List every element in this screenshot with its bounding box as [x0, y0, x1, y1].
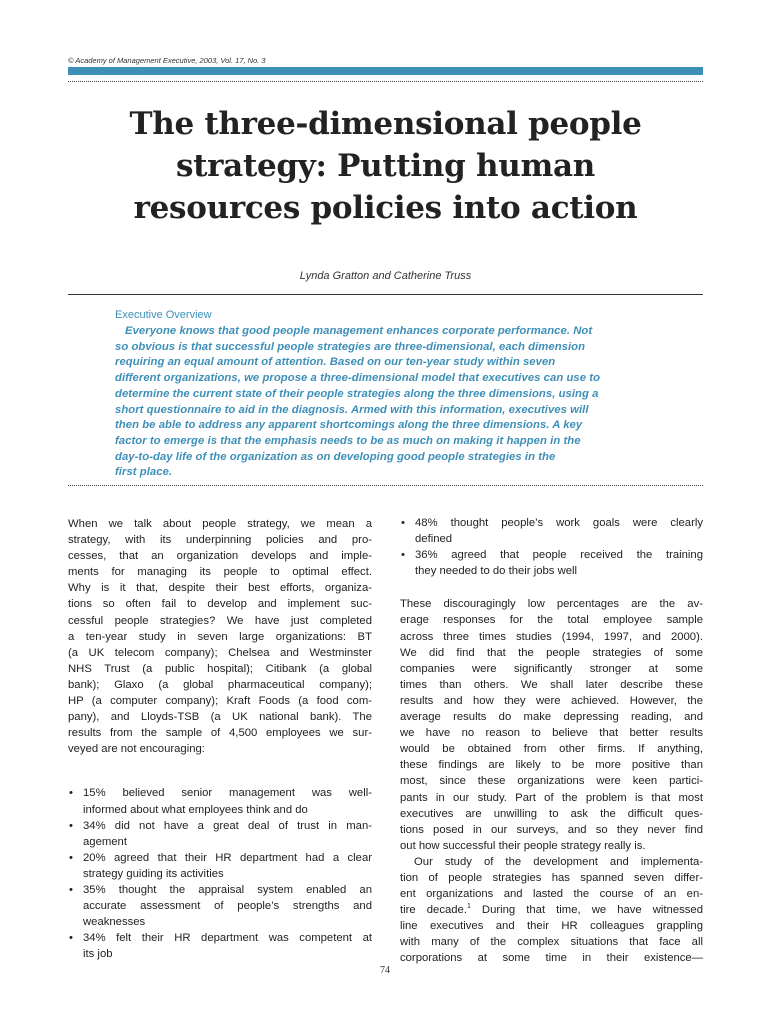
overview-line: determine the current state of their people strategies along the three dimensions, using a	[115, 387, 599, 400]
overview-line: short questionnaire to aid in the diagnosis. Armed with this information, executives will	[115, 403, 589, 416]
text-line: corporations at some time in their existence—	[400, 952, 703, 965]
text-fragment: During that time, we have witnessed	[470, 904, 703, 917]
overview-line: day-to-day life of the organization as on developing good people strategies in the	[115, 450, 556, 463]
text-line: informed about what employees think and do	[83, 803, 308, 816]
text-line: across three times studies (1994, 1997, and 2000).	[400, 630, 703, 643]
list-item	[68, 785, 372, 817]
text-line: most, since these organizations were keen partici-	[400, 775, 703, 788]
intro-paragraph	[68, 516, 372, 757]
text-line: cesses, that an organization develops and imple-	[68, 550, 372, 563]
text-line: erage responses for the total employee sample	[400, 614, 703, 627]
text-line: tions posed in our surveys, and so they never find	[400, 823, 703, 836]
text-line: strategy, with its underpinning policies and pro-	[68, 534, 372, 547]
text-fragment: tire decade.	[400, 904, 467, 917]
text-line: times than others. We shall later describe these	[400, 678, 703, 691]
text-line: companies were significantly stronger at some	[400, 662, 703, 675]
overview-label: Executive Overview	[115, 309, 212, 321]
text-line: We did find that the people strategies of some	[400, 646, 703, 659]
text-line: results from the sample of 4,500 employees we sur-	[68, 727, 372, 740]
authors: Lynda Gratton and Catherine Truss	[299, 270, 472, 282]
text-line: with many of the complex situations that face all	[400, 936, 703, 949]
text-line-with-footnote	[400, 902, 703, 918]
text-line: would be obtained from other firms. If anything,	[400, 743, 703, 756]
text-line: HP (a computer company); Kraft Foods (a food com-	[68, 695, 372, 708]
list-item	[68, 882, 372, 930]
text-line: line executives and their HR colleagues grappling	[400, 920, 703, 933]
text-line: weaknesses	[83, 916, 146, 929]
overview-text	[115, 324, 660, 481]
footnote-marker[interactable]: 1	[466, 903, 471, 911]
overview-line: requiring an equal amount of attention. Based on our ten-year study within seven	[115, 356, 556, 369]
text-line: • 48% thought people’s work goals were clearly	[415, 517, 703, 529]
overview-line: so obvious is that successful people strategies are three-dimensional, each dimension	[115, 340, 586, 353]
list-item	[68, 818, 372, 850]
text-line: they needed to do their jobs well	[415, 565, 578, 578]
text-line: strategy guiding its activities	[83, 867, 224, 880]
overview-line: then be able to address any apparent shortcomings along the three dimensions. A key	[115, 419, 583, 432]
text-line: tion of people strategies has spanned seven differ-	[400, 871, 703, 884]
text-line: When we talk about people strategy, we mean a	[68, 518, 372, 530]
body-paragraph	[400, 596, 703, 854]
text-line: NHS Trust (a public hospital); Citibank (a global	[68, 662, 372, 675]
text-line: • 34% felt their HR department was competent at	[83, 932, 372, 945]
text-line: its job	[83, 948, 113, 961]
text-line: we have no reason to believe that better results	[400, 727, 703, 740]
overview-line: Everyone knows that good people management enhances corporate performance. Not	[125, 325, 593, 337]
title-line: resources policies into action	[133, 190, 638, 226]
text-line: average results do make depressing reading, and	[400, 711, 703, 724]
text-line: • 34% did not have a great deal of trust in man-	[83, 819, 372, 832]
text-line: out how successful their people strategy really is.	[400, 839, 646, 852]
text-line: • 36% agreed that people received the training	[415, 549, 703, 562]
authors-rule	[68, 294, 703, 295]
text-line: • 15% believed senior management was well-	[83, 787, 372, 800]
text-line: Our study of the development and implementa-	[414, 855, 703, 868]
text-line: a ten-year study in seven large organizations: BT	[68, 630, 372, 643]
text-line: cessful people strategies? We have just completed	[68, 614, 372, 627]
text-line: ments for managing its people to optimal effect.	[68, 566, 372, 579]
text-line: agement	[83, 835, 127, 848]
text-line: tions so often fail to develop and implement suc-	[68, 598, 372, 611]
overview-line: factor to emerge is that the emphasis needs to be as much on making it happen in the	[115, 434, 581, 447]
body-paragraph	[400, 854, 703, 967]
survey-results-list-continued	[400, 515, 703, 579]
text-line: veyed are not encouraging:	[68, 743, 205, 756]
text-line: • 35% thought the appraisal system enabled an	[83, 883, 372, 896]
title-line: strategy: Putting human	[175, 148, 596, 184]
page-number: 74	[380, 965, 390, 976]
article-title	[68, 103, 703, 229]
text-line: executives are unwilling to ask the difficult ques-	[400, 807, 703, 820]
dotted-divider-bottom	[68, 485, 703, 486]
journal-citation: © Academy of Management Executive, 2003, Vol. 17, No. 3	[68, 56, 266, 65]
text-line: • 20% agreed that their HR department had a clear	[83, 851, 372, 864]
text-line: ent organizations and lasted the course of an en-	[400, 888, 703, 901]
text-line: pants in our study. Part of the problem is that most	[400, 791, 703, 804]
text-line: Why is it that, despite their best efforts, organiza-	[68, 582, 372, 595]
body-column-right	[400, 515, 703, 967]
text-line: these findings are likely to be more positive than	[400, 759, 703, 772]
text-line: defined	[415, 533, 453, 546]
overview-line: first place.	[115, 466, 173, 479]
text-line: (a UK telecom company); Chelsea and Westminster	[68, 646, 372, 659]
text-line: accurate assessment of people’s strengths and	[83, 900, 372, 913]
header-accent-bar	[68, 67, 703, 75]
text-line: bank); Glaxo (a global pharmaceutical company);	[68, 678, 372, 691]
list-item	[68, 930, 372, 962]
text-line: These discouragingly low percentages are the av-	[400, 598, 703, 611]
text-line: results and how they were achieved. However, the	[400, 694, 703, 707]
survey-results-list	[68, 785, 372, 962]
title-line: The three-dimensional people	[129, 106, 642, 142]
list-item	[400, 547, 703, 579]
list-item	[400, 515, 703, 547]
body-column-left	[68, 516, 372, 962]
text-line: pany), and Lloyds-TSB (a UK national bank). The	[68, 711, 372, 724]
list-item	[68, 850, 372, 882]
overview-line: different organizations, we propose a three-dimensional model that executives can use to	[115, 372, 601, 385]
dotted-divider-top	[68, 81, 703, 82]
